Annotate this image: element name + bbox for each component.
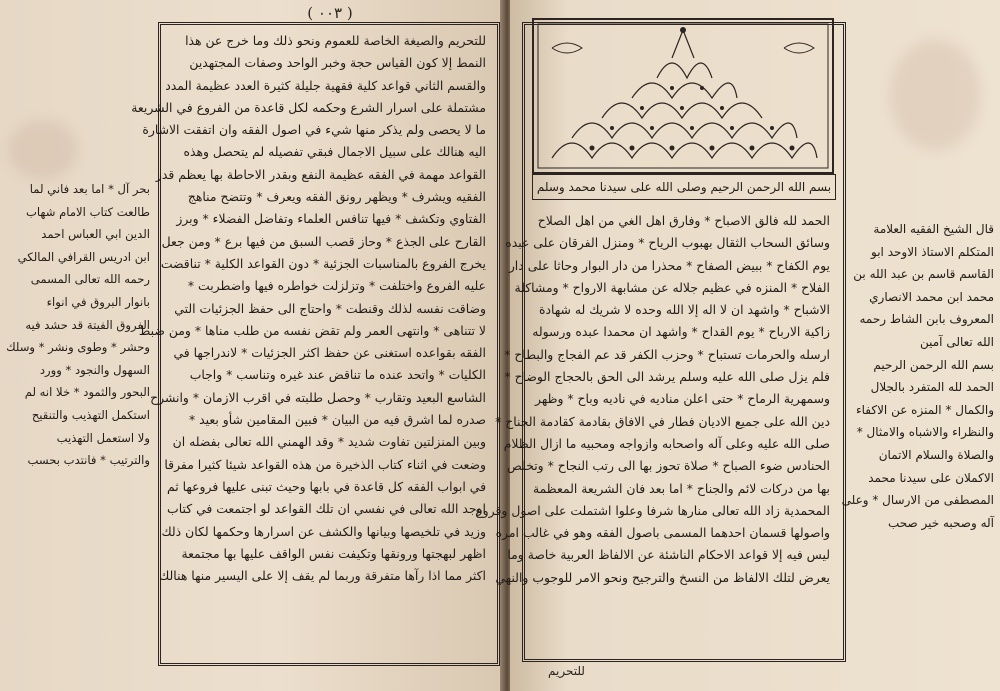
text-line: ابن ادريس القرافي المالكي — [17, 249, 150, 264]
text-line: الله تعالى آمين — [920, 334, 994, 349]
text-line: الدين ابي العباس احمد — [41, 227, 150, 242]
text-line: الحنادس ضوء الصباح * صلاة تحوز بها الى رتب النجاح * وتخلص — [506, 458, 830, 474]
text-line: قال الشيخ الفقيه العلامة — [873, 222, 994, 236]
text-line: فلم يزل صلى الله عليه وسلم يرشد الى الحق بالحجاج الوضاح * — [504, 369, 830, 385]
text-line: المصطفى من الارسال * وعلى — [841, 493, 994, 508]
text-line: صدره لما اشرق فيه من البيان * فبين المقامين شأو بعيد * — [188, 412, 486, 428]
text-line: الكليات * واتحد عنده ما تناقض عند غيره وتناسب * واجاب — [189, 367, 486, 383]
right-marginal-note — [841, 218, 994, 534]
left-marginal-note — [6, 178, 150, 472]
text-line: يوم الكفاح * ببيض الصفاح * محذرا من دار البوار وحاثا على دار — [508, 257, 830, 273]
text-line: المحمدية زاد الله تعالى منارها شرفا وعلوا اشتملت على اصول وفروع — [475, 502, 830, 518]
text-line: الشاسع البعيد وتقارب * وحصل طلبته في اقرب الازمان * وانشرح — [150, 389, 486, 405]
text-line: اوجد الله تعالى في نفسي ان تلك القواعد لو اجتمعت في كتاب — [167, 501, 486, 517]
text-line: الفلاح * المنزه في عظيم جلاله عن مشابهة الارواح * ومشاكلة — [514, 279, 830, 295]
text-line: الاكملان على سيدنا محمد — [868, 470, 994, 485]
text-line: الحمد لله فالق الاصباح * وفارق اهل الغي من اهل الصلاح — [537, 213, 830, 228]
text-line: القواعد مهمة في الفقه عظيمة النفع وبقدر الاحاطة بها يعظم قدر — [155, 166, 486, 182]
text-line: وضاقت نفسه لذلك وقنطت * واحتاج الى حفظ الجزئيات التي — [174, 300, 486, 316]
right-main-text — [475, 210, 830, 589]
text-line: ما لا يحصى ولم يذكر منها شيء في اصول الفقه وان اتفقت الاشارة — [142, 122, 486, 138]
left-main-text — [131, 30, 486, 587]
text-line: ارسله والحرمات تستباح * وحزب الكفر قد عم الفجاج والبطاح * — [504, 346, 830, 362]
text-line: وسمهرية الرماح * حتى اعلن مناديه في ناديه وباح * وظهر — [535, 391, 830, 407]
text-line: اكثر مما اذا رآها متفرقة وربما لم يقف إلا على اليسير منها هنالك — [159, 568, 486, 584]
text-line: الحمد لله المتفرد بالجلال — [870, 380, 994, 395]
text-line: السهول والنجود * وورد — [39, 362, 150, 377]
text-line: وحشر * وطوى ونشر * وسلك — [6, 340, 150, 355]
catchword: للتحريم — [548, 664, 585, 678]
text-line: الاشباح * واشهد ان لا اله إلا الله وحده لا شريك له شهادة — [539, 302, 830, 318]
text-line: المتكلم الاستاذ الاوحد ابو — [871, 244, 994, 259]
text-line: يخرج الفروع بالمناسبات الجزئية * دون القواعد الكلية * تناقضت — [160, 255, 486, 271]
text-line: المعروف بابن الشاط رحمه — [859, 312, 994, 327]
page-number: ( ٠٠٣ ) — [307, 4, 353, 22]
text-line: النمط إلا كون القياس حجة وخبر الواحد وصفات المجتهدين — [189, 55, 486, 71]
text-line: وضعت في اثناء كتاب الذخيرة من هذه القواعد شيئا كثيرا مفرقا — [164, 456, 486, 472]
text-line: ولا استعمل التهذيب — [56, 430, 150, 445]
bismillah-header: بسم الله الرحمن الرحيم وصلى الله على سيدنا محمد وسلم — [532, 174, 836, 200]
text-line: آله وصحبه خير صحب — [887, 515, 994, 530]
text-line: الفروق الفيتة قد حشد فيه — [25, 317, 150, 332]
text-line: ليس فيه إلا قواعد الاحكام الناشئة عن الالفاظ العربية خاصة وما — [507, 547, 830, 563]
text-line: والقسم الثاني قواعد كلية فقهية جليلة كثيرة العدد عظيمة المدد — [165, 77, 486, 93]
text-line: اظهر لبهجتها ورونقها وتكيفت نفس الواقف عليها بها مجتمعة — [181, 545, 486, 561]
text-line: بانوار البروق في انواء — [46, 294, 150, 309]
text-line: لا تتناهى * وانتهى العمر ولم تقض نفسه من طلب مناها * ومن ضبط — [138, 322, 486, 338]
text-line: طالعت كتاب الامام شهاب — [25, 204, 150, 219]
paper-stain — [890, 40, 980, 150]
text-line: للتحريم والصيغة الخاصة للعموم ونحو ذلك وما خرج عن هذا — [185, 33, 486, 48]
text-line: اليه هنالك على سبيل الاجمال فبقي تفصيله لم يتحصل وهذه — [183, 144, 486, 160]
text-line: بها من دركات لائم والجناح * اما بعد فان الشريعة المعظمة — [533, 480, 830, 496]
text-line: والترتيب * فانتدب بحسب — [27, 453, 150, 468]
text-line: الفقيه ويشرف * ويظهر رونق الفقه ويعرف * وتتضح مناهج — [187, 189, 486, 205]
text-line: بسم الله الرحمن الرحيم — [873, 357, 994, 372]
text-line: الفتاوي وتكشف * فيها تنافس العلماء وتفاضل الفضلاء * وبرز — [176, 211, 486, 227]
text-line: والنظراء والاشباه والامثال * — [856, 425, 994, 440]
text-line: والصلاة والسلام الاتمان — [878, 447, 994, 462]
text-line: القارح على الجذع * وحاز قصب السبق من فيها برع * ومن جعل — [161, 233, 486, 249]
text-line: يعرض لتلك الالفاظ من النسخ والترجيح ونحو الامر للوجوب والنهي — [495, 569, 830, 585]
text-line: عليه الفروع واختلفت * وتزلزلت خواطره فيها واضطربت * — [187, 278, 486, 294]
text-line: والكمال * المنزه عن الاكفاء — [856, 402, 994, 417]
text-line: مشتملة على اسرار الشرع وحكمه لكل قاعدة من الفروع في الشريعة — [131, 99, 486, 115]
text-line: بحر آل * اما بعد فاني لما — [29, 182, 150, 196]
text-line: البحور والثمود * خلا انه لم — [24, 385, 150, 400]
text-line: استكمل التهذيب والتنقيح — [31, 407, 150, 422]
text-line: دين الله على جميع الاديان فطار في الافاق بقادمة كقادمة الجناح * — [495, 413, 830, 429]
text-line: محمد ابن محمد الانصاري — [869, 289, 994, 304]
text-line: وبين المنزلتين تفاوت شديد * وقد الهمني الله تعالى بفضله ان — [172, 434, 486, 450]
paper-stain — [8, 120, 78, 180]
text-line: زاكية الارباح * يوم القداح * واشهد ان محمدا عبده ورسوله — [532, 324, 830, 340]
text-line: في ابواب الفقه كل قاعدة في بابها وحيث تبنى عليها فروعها ثم — [167, 478, 486, 494]
text-line: واصولها قسمان احدهما المسمى باصول الفقه وهو في غالب امره — [495, 525, 830, 541]
text-line: رحمه الله تعالى المسمى — [30, 272, 150, 287]
text-line: وسائق السحاب الثقال بهبوب الرياح * ومنزل الفرقان على عبده — [505, 235, 830, 251]
text-line: القاسم قاسم بن عبد الله بن — [853, 267, 994, 282]
text-line: وزيد في تلخيصها وبيانها والكشف عن اسرارها وحكمها لكان ذلك — [161, 523, 486, 539]
text-line: الفقه بقواعده استغنى عن حفظ اكثر الجزئيات * لاندراجها في — [173, 345, 486, 361]
text-line: صلى الله عليه وعلى آله واصحابه وازواجه ومحبيه ما ازال الظلام — [503, 435, 830, 451]
